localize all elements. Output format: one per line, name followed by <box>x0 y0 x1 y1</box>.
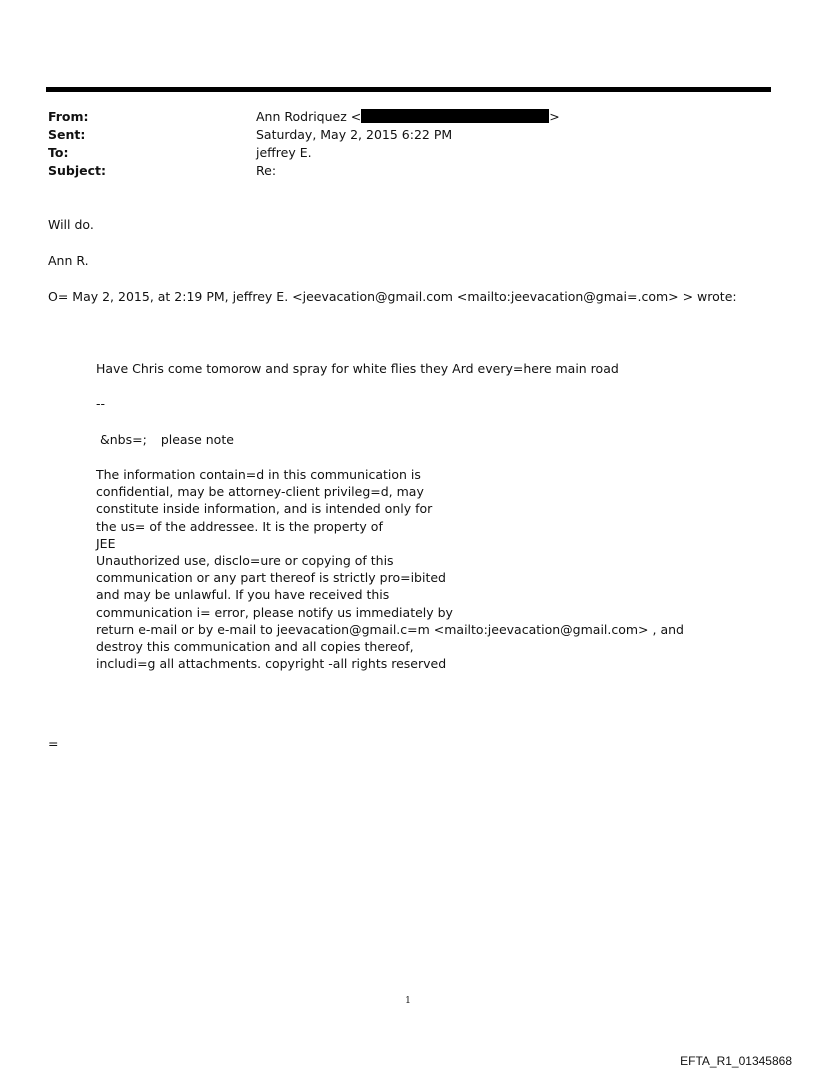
disclaimer-line: destroy this communication and all copies thereof, <box>96 639 414 655</box>
please-note-line <box>100 432 234 448</box>
reply-text: Will do. <box>48 217 94 232</box>
from-value <box>256 109 560 125</box>
from-label: From: <box>48 109 89 124</box>
disclaimer-line: Unauthorized use, disclo=ure or copying of this <box>96 553 394 569</box>
disclaimer-line: JEE <box>96 535 116 551</box>
subject-label: Subject: <box>48 163 106 178</box>
from-name: Ann Rodriquez < <box>256 109 362 124</box>
disclaimer-line: communication or any part thereof is strictly pro=ibited <box>96 570 446 586</box>
reply-signature: Ann R. <box>48 253 89 268</box>
subject-value: Re: <box>256 163 277 178</box>
disclaimer-line: return e-mail or by e-mail to jeevacation@gmail.c=m <mailto:jeevacation@gmail.com> , and <box>96 621 684 637</box>
quote-intro: O= May 2, 2015, at 2:19 PM, jeffrey E. <jeevacation@gmail.com <mailto:jeevacation@gmai=.com> > wrote: <box>48 289 737 304</box>
header-rule <box>46 87 771 92</box>
disclaimer-line: confidential, may be attorney-client privileg=d, may <box>96 484 424 500</box>
page-number: 1 <box>405 996 411 1006</box>
disclaimer-line: The information contain=d in this communication is <box>96 467 421 482</box>
disclaimer-line: the us= of the addressee. It is the property of <box>96 518 383 534</box>
disclaimer-line: communication i= error, please notify us immediately by <box>96 604 453 620</box>
nbs-text: &nbs=; <box>100 432 147 447</box>
disclaimer-line: includi=g all attachments. copyright -all rights reserved <box>96 656 447 672</box>
trailing-equals: = <box>48 736 59 751</box>
signature-separator: -- <box>96 396 106 411</box>
redaction-box <box>361 109 549 123</box>
bates-number: EFTA_R1_01345868 <box>680 1054 792 1068</box>
to-value: jeffrey E. <box>256 145 312 160</box>
disclaimer-line: and may be unlawful. If you have received this <box>96 587 390 603</box>
sent-value: Saturday, May 2, 2015 6:22 PM <box>256 127 453 142</box>
to-label: To: <box>48 145 69 160</box>
sent-label: Sent: <box>48 127 86 142</box>
from-close: > <box>549 109 560 124</box>
disclaimer-line: constitute inside information, and is intended only for <box>96 501 433 517</box>
please-note-text: please note <box>160 432 234 447</box>
quoted-message: Have Chris come tomorow and spray for white flies they Ard every=here main road <box>96 361 619 376</box>
confidentiality-disclaimer <box>96 466 684 672</box>
